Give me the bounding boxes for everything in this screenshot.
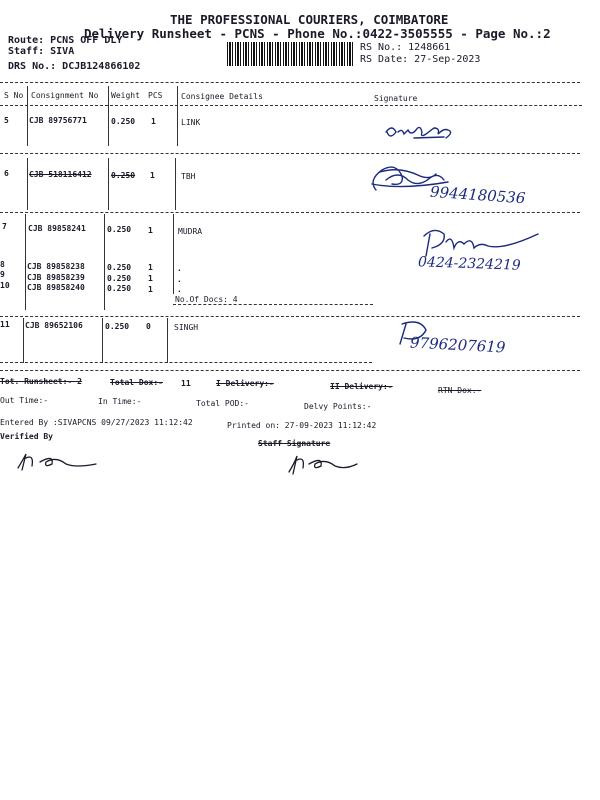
row-consignee: SINGH xyxy=(174,323,199,332)
i-delivery: I Delivery:- xyxy=(216,379,274,388)
row-pcs: 1 xyxy=(150,171,155,180)
column-line xyxy=(108,86,109,146)
row-pcs: 1 xyxy=(148,274,153,283)
row-sno: 9 xyxy=(0,270,5,279)
row-weight: 0.250 xyxy=(107,225,132,234)
row-consignment: CJB 89858240 xyxy=(27,283,85,292)
total-dox-label: Total Dox:- xyxy=(110,378,163,387)
row-consignment: CJB 518116412 xyxy=(29,170,92,179)
row-weight: 0.250 xyxy=(107,284,132,293)
row-weight: 0.250 xyxy=(107,263,132,272)
row-consignee: TBH xyxy=(181,172,196,181)
divider xyxy=(0,212,580,213)
row-consignment: CJB 89756771 xyxy=(29,116,87,125)
divider xyxy=(0,316,580,317)
divider xyxy=(0,153,580,154)
column-line xyxy=(175,158,176,210)
column-line xyxy=(104,214,105,310)
column-line xyxy=(25,214,26,310)
row-consignee: MUDRA xyxy=(178,227,203,236)
divider xyxy=(0,105,368,106)
rs-date: RS Date: 27-Sep-2023 xyxy=(360,54,481,65)
handwritten-phone: 0424-2324219 xyxy=(417,254,521,274)
row-consignee: . xyxy=(177,264,182,273)
row-pcs: 1 xyxy=(148,285,153,294)
column-line xyxy=(23,318,24,363)
row-weight: 0.250 xyxy=(111,117,136,126)
company-name: THE PROFESSIONAL COURIERS, COIMBATORE xyxy=(170,12,449,27)
row-pcs: 1 xyxy=(151,117,156,126)
staff-label: Staff: SIVA xyxy=(8,46,75,57)
divider xyxy=(0,82,580,83)
row-consignment: CJB 89858238 xyxy=(27,262,85,271)
row-sno: 5 xyxy=(4,116,9,125)
signature-row7 xyxy=(416,226,536,258)
column-line xyxy=(167,318,168,363)
total-runsheet: Tot. Runsheet:- 2 xyxy=(0,377,82,386)
column-line xyxy=(173,214,174,294)
row-consignee: . xyxy=(177,285,182,294)
row-sno: 11 xyxy=(0,320,10,329)
total-pod: Total POD:- xyxy=(196,399,249,408)
delvy-points: Delvy Points:- xyxy=(304,402,372,411)
row-sno: 10 xyxy=(0,281,10,290)
row-weight: 0.250 xyxy=(111,171,136,180)
row-consignee: . xyxy=(177,275,182,284)
entered-by: Entered By :SIVAPCNS 09/27/2023 11:12:42 xyxy=(0,418,193,427)
row-sno: 6 xyxy=(4,169,9,178)
row-pcs: 0 xyxy=(146,322,151,331)
out-time: Out Time:- xyxy=(0,396,49,405)
runsheet-title: Delivery Runsheet - PCNS - Phone No.:0422-3505555 - Page No.:2 xyxy=(84,26,551,41)
column-line xyxy=(108,158,109,210)
row-consignment: CJB 89652106 xyxy=(25,321,83,330)
row-sno: 8 xyxy=(0,260,5,269)
row-pcs: 1 xyxy=(148,226,153,235)
total-dox-value: 11 xyxy=(181,379,191,388)
divider xyxy=(0,362,372,363)
route-label: Route: PCNS OFF DLY xyxy=(8,35,123,46)
column-line xyxy=(27,158,28,210)
col-pcs: PCS xyxy=(148,91,163,100)
no-of-docs: No.Of Docs: 4 xyxy=(175,295,238,304)
barcode-icon xyxy=(227,42,355,66)
printed-on: Printed on: 27-09-2023 11:12:42 xyxy=(227,421,377,430)
column-line xyxy=(27,86,28,146)
column-line xyxy=(177,86,178,146)
row-sno: 7 xyxy=(2,222,7,231)
col-weight: Weight xyxy=(111,91,140,100)
col-signature: Signature xyxy=(374,94,418,103)
row-pcs: 1 xyxy=(148,263,153,272)
divider xyxy=(370,105,582,106)
col-consignee: Consignee Details xyxy=(181,92,263,101)
in-time: In Time:- xyxy=(98,397,142,406)
handwritten-phone: 9944180536 xyxy=(429,182,526,208)
row-consignee: LINK xyxy=(181,118,201,127)
verifier-signature xyxy=(14,448,104,474)
verified-by: Verified By xyxy=(0,432,53,441)
row-consignment: CJB 89858241 xyxy=(28,224,86,233)
staff-signature xyxy=(285,450,365,476)
row-consignment: CJB 89858239 xyxy=(27,273,85,282)
row-weight: 0.250 xyxy=(105,322,130,331)
rtn-dox: RTN Dox.- xyxy=(438,386,482,395)
col-consignment: Consignment No xyxy=(31,91,99,100)
column-line xyxy=(102,318,103,363)
drs-number: DRS No.: DCJB124866102 xyxy=(8,61,141,72)
handwritten-phone: 9796207619 xyxy=(409,333,506,357)
signature-row5 xyxy=(384,120,464,150)
rs-number: RS No.: 1248661 xyxy=(360,42,451,53)
divider xyxy=(173,304,373,305)
row-weight: 0.250 xyxy=(107,274,132,283)
staff-signature-label: Staff Signature xyxy=(258,439,331,448)
col-sno: S No xyxy=(4,91,24,100)
divider xyxy=(0,370,580,371)
ii-delivery: II Delivery:- xyxy=(330,382,393,391)
